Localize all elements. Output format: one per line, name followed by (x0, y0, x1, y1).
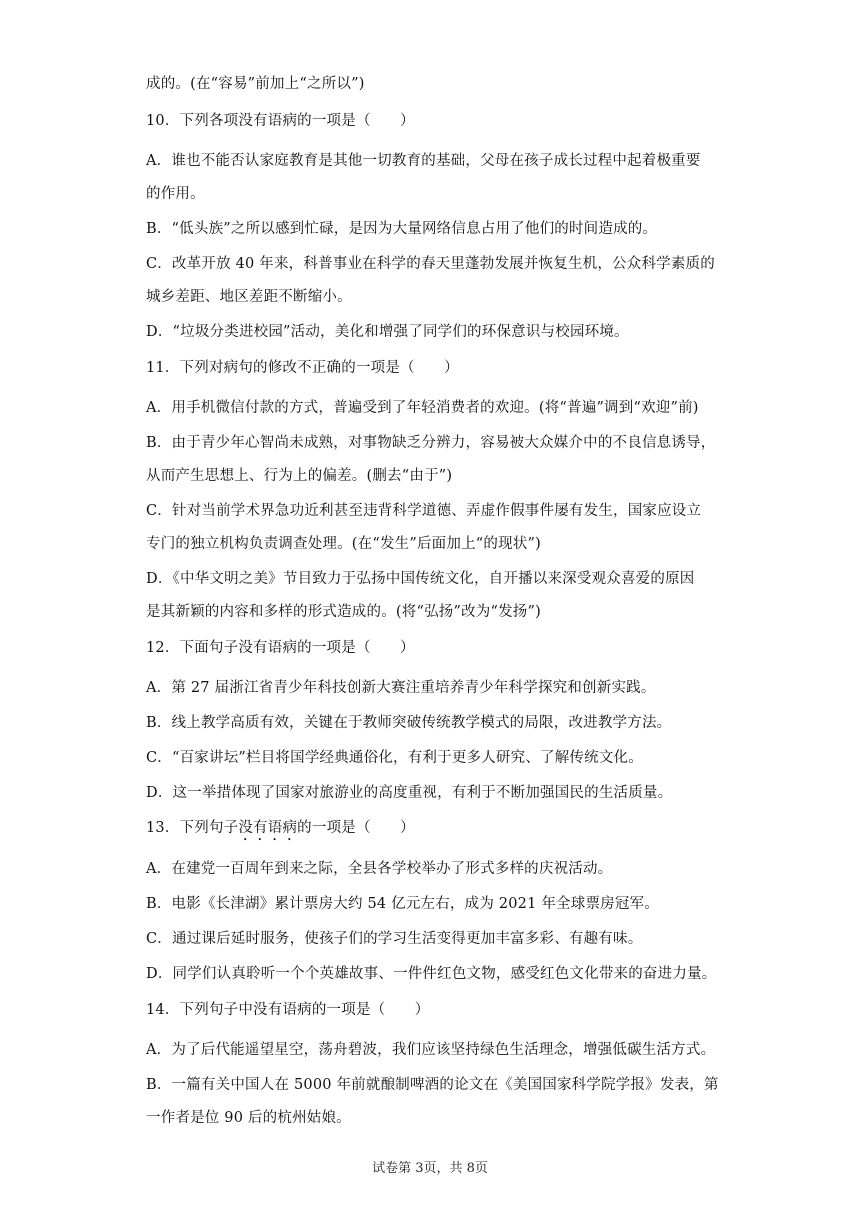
option-b: B．电影《长津湖》累计票房大约 54 亿元左右，成为 2021 年全球票房冠军。 (146, 896, 659, 912)
question-13-prefix: 13．下列句子 (146, 820, 239, 836)
question-14-stem: 14．下列句子中没有语病的一项是（ ） (146, 1002, 430, 1018)
question-12-stem: 12．下面句子没有语病的一项是（ ） (146, 640, 415, 656)
option-d: D．同学们认真聆听一个个英雄故事、一件件红色文物，感受红色文化带来的奋进力量。 (146, 966, 717, 982)
option-c: C．改革开放 40 年来，科普事业在科学的春天里蓬勃发展并恢复生机，公众科学素质的 (146, 256, 715, 272)
option-d: D．“垃圾分类进校园”活动，美化和增强了同学们的环保意识与校园环境。 (146, 324, 629, 340)
question-11-stem: 11．下列对病句的修改不正确的一项是（ ） (146, 360, 459, 376)
option-d: D．这一举措体现了国家对旅游业的高度重视，有利于不断加强国民的生活质量。 (146, 785, 673, 801)
emphasis-text: 没有语病 (238, 820, 298, 836)
option-a: A．第 27 届浙江省青少年科技创新大赛注重培养青少年科学探究和创新实践。 (146, 680, 656, 696)
option-b-cont: 从而产生思想上、行为上的偏差。(删去“由于”) (146, 468, 453, 484)
option-d-cont: 是其新颖的内容和多样的形式造成的。(将“弘扬”改为“发扬”) (146, 604, 541, 620)
option-b: B．线上教学高质有效，关键在于教师突破传统教学模式的局限，改进教学方法。 (146, 715, 672, 731)
text-line: 成的。(在“容易”前加上“之所以”) (146, 76, 365, 92)
option-a: A．为了后代能遥望星空，荡舟碧波，我们应该坚持绿色生活理念，增强低碳生活方式。 (146, 1042, 716, 1058)
option-a: A．在建党一百周年到来之际，全县各学校举办了形式多样的庆祝活动。 (146, 861, 613, 877)
option-c: C．通过课后延时服务，使孩子们的学习生活变得更加丰富多彩、有趣有味。 (146, 931, 643, 947)
option-a-cont: 的作用。 (146, 186, 205, 202)
option-c: C．“百家讲坛”栏目将国学经典通俗化，有利于更多人研究、了解传统文化。 (146, 750, 643, 766)
option-b: B．由于青少年心智尚未成熟，对事物缺乏分辨力，容易被大众媒介中的不良信息诱导， (146, 435, 716, 451)
question-13-suffix: 的一项是（ ） (297, 820, 415, 836)
option-d: D．《中华文明之美》节目致力于弘扬中国传统文化，自开播以来深受观众喜爱的原因 (146, 571, 695, 587)
option-b-cont: 一作者是位 90 后的杭州姑娘。 (146, 1110, 351, 1126)
option-c-cont: 城乡差距、地区差距不断缩小。 (146, 289, 352, 305)
option-a: A．谁也不能否认家庭教育是其他一切教育的基础，父母在孩子成长过程中起着极重要 (146, 153, 701, 169)
option-b: B．一篇有关中国人在 5000 年前就酿制啤酒的论文在《美国国家科学院学报》发表，第 (146, 1077, 719, 1093)
option-a: A．用手机微信付款的方式，普遍受到了年轻消费者的欢迎。(将“普遍”调到“欢迎”前) (146, 400, 699, 416)
option-c: C．针对当前学术界急功近利甚至违背科学道德、弄虚作假事件屡有发生，国家应设立 (146, 503, 702, 519)
question-13-stem (146, 818, 726, 844)
page-footer: 试卷第 3页，共 8页 (372, 1161, 488, 1176)
option-c-cont: 专门的独立机构负责调查处理。(在“发生”后面加上“的现状”) (146, 536, 541, 552)
question-10-stem: 10．下列各项没有语病的一项是（ ） (146, 113, 415, 129)
option-b: B．“低头族”之所以感到忙碌，是因为大量网络信息占用了他们的时间造成的。 (146, 221, 658, 237)
